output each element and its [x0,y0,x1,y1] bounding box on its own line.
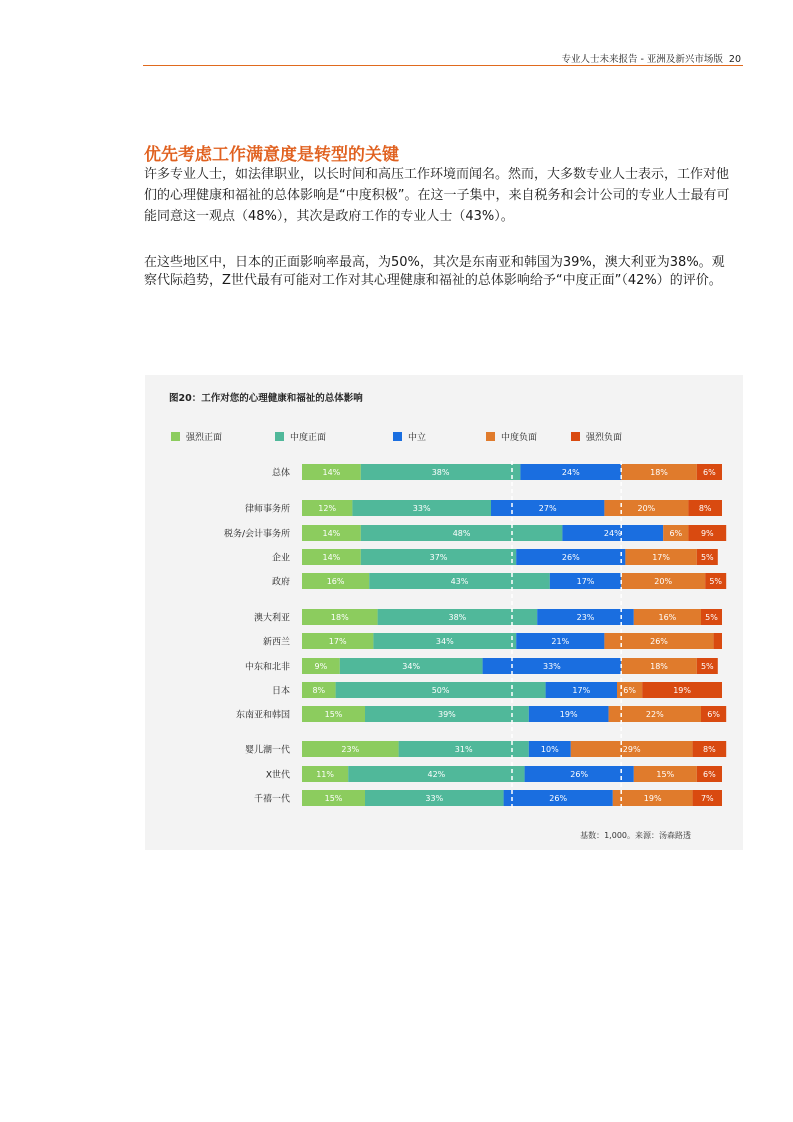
data-label: 18% [330,613,349,623]
data-label: 48% [452,529,471,539]
report-title: 专业人士未来报告 - 亚洲及新兴市场版 [561,54,723,65]
data-label: 9% [314,662,328,672]
data-label: 34% [402,662,421,672]
data-label: 22% [645,710,664,720]
category-label: 澳大利亚 [253,613,290,624]
body-paragraph-2: 在这些地区中，日本的正面影响率最高，为50%，其次是东南亚和韩国为39%，澳大利亚为38%。观察代际趋势，Z世代最有可能对工作对其心理健康和福祉的总体影响给予“中度正面”（42%）的评价。 [144,255,725,288]
category-label: 日本 [271,686,290,697]
data-label: 33% [425,794,444,804]
data-label: 27% [538,504,557,514]
chart-source-note: 基数：1,000。来源：汤森路透 [580,831,691,840]
data-label: 5% [700,662,714,672]
data-label: 20% [637,504,656,514]
chart-title: 图20：工作对您的心理健康和福祉的总体影响 [169,393,363,404]
data-label: 5% [705,613,718,623]
data-label: 17% [576,577,595,587]
data-label: 8% [698,504,712,514]
data-label: 6% [703,770,716,780]
data-label: 9% [700,529,714,539]
data-label: 31% [454,745,473,755]
data-label: 29% [622,745,641,755]
data-label: 10% [540,745,559,755]
header-divider [143,65,743,66]
data-label: 33% [412,504,431,514]
data-label: 18% [650,662,668,672]
data-label: 15% [324,794,343,804]
data-label: 11% [316,770,334,780]
data-label: 20% [654,577,673,587]
data-label: 12% [318,504,337,514]
data-label: 42% [427,770,446,780]
data-label: 16% [326,577,345,587]
data-label: 26% [549,794,568,804]
bar-segment [714,633,722,649]
stacked-bar-chart [145,375,743,825]
category-label: 中东和北非 [244,662,290,673]
category-label: 东南亚和韩国 [235,710,290,721]
chart-panel [145,375,743,850]
data-label: 17% [652,553,670,563]
data-label: 17% [572,686,591,696]
legend-label: 强烈负面 [586,433,623,443]
data-label: 33% [543,662,561,672]
data-label: 24% [603,529,622,539]
data-label: 5% [709,577,723,587]
data-label: 23% [341,745,360,755]
data-label: 15% [656,770,675,780]
data-label: 21% [551,637,570,647]
data-label: 14% [322,529,341,539]
category-label: 千禧一代 [253,794,290,805]
category-label: 政府 [271,577,290,588]
running-header [561,51,741,65]
data-label: 39% [438,710,456,720]
data-label: 5% [700,553,714,563]
data-label: 16% [658,613,677,623]
data-label: 18% [650,468,668,478]
legend-label: 中度正面 [290,433,327,443]
category-label: 总体 [271,468,290,479]
data-label: 26% [650,637,668,647]
legend-label: 中度负面 [501,433,538,443]
data-label: 19% [643,794,662,804]
data-label: 14% [322,468,341,478]
data-label: 23% [576,613,595,623]
category-label: 新西兰 [262,637,290,648]
data-label: 50% [431,686,450,696]
page-number: 20 [728,54,741,65]
data-label: 7% [700,794,714,804]
data-label: 38% [448,613,467,623]
data-label: 38% [431,468,450,478]
data-label: 6% [669,529,683,539]
data-label: 19% [559,710,578,720]
category-label: 律师事务所 [244,504,290,515]
data-label: 8% [703,745,716,755]
data-label: 26% [561,553,580,563]
category-label: 婴儿潮一代 [244,745,290,756]
section-title: 优先考虑工作满意度是转型的关键 [144,145,399,165]
body-paragraph-1: 许多专业人士，如法律职业，以长时间和高压工作环境而闻名。然而，大多数专业人士表示，工作对他们的心理健康和福祉的总体影响是“中度积极”。在这一子集中，来自税务和会计公司的专业人士最有可能同意这一观点（48%），其次是政府工作的专业人士（43%）。 [144,167,730,224]
legend-label: 强烈正面 [186,433,223,443]
data-label: 37% [429,553,448,563]
data-label: 24% [561,468,580,478]
category-label: X世代 [265,770,290,781]
category-label: 企业 [271,553,290,564]
data-label: 8% [312,686,326,696]
data-label: 6% [623,686,636,696]
data-label: 26% [570,770,589,780]
data-label: 6% [703,468,716,478]
legend-label: 中立 [408,433,427,443]
data-label: 19% [673,686,691,696]
category-label: 税务/会计事务所 [223,529,290,540]
data-label: 17% [328,637,347,647]
data-label: 34% [435,637,454,647]
data-label: 6% [707,710,720,720]
data-label: 14% [322,553,341,563]
data-label: 43% [450,577,469,587]
data-label: 15% [324,710,343,720]
